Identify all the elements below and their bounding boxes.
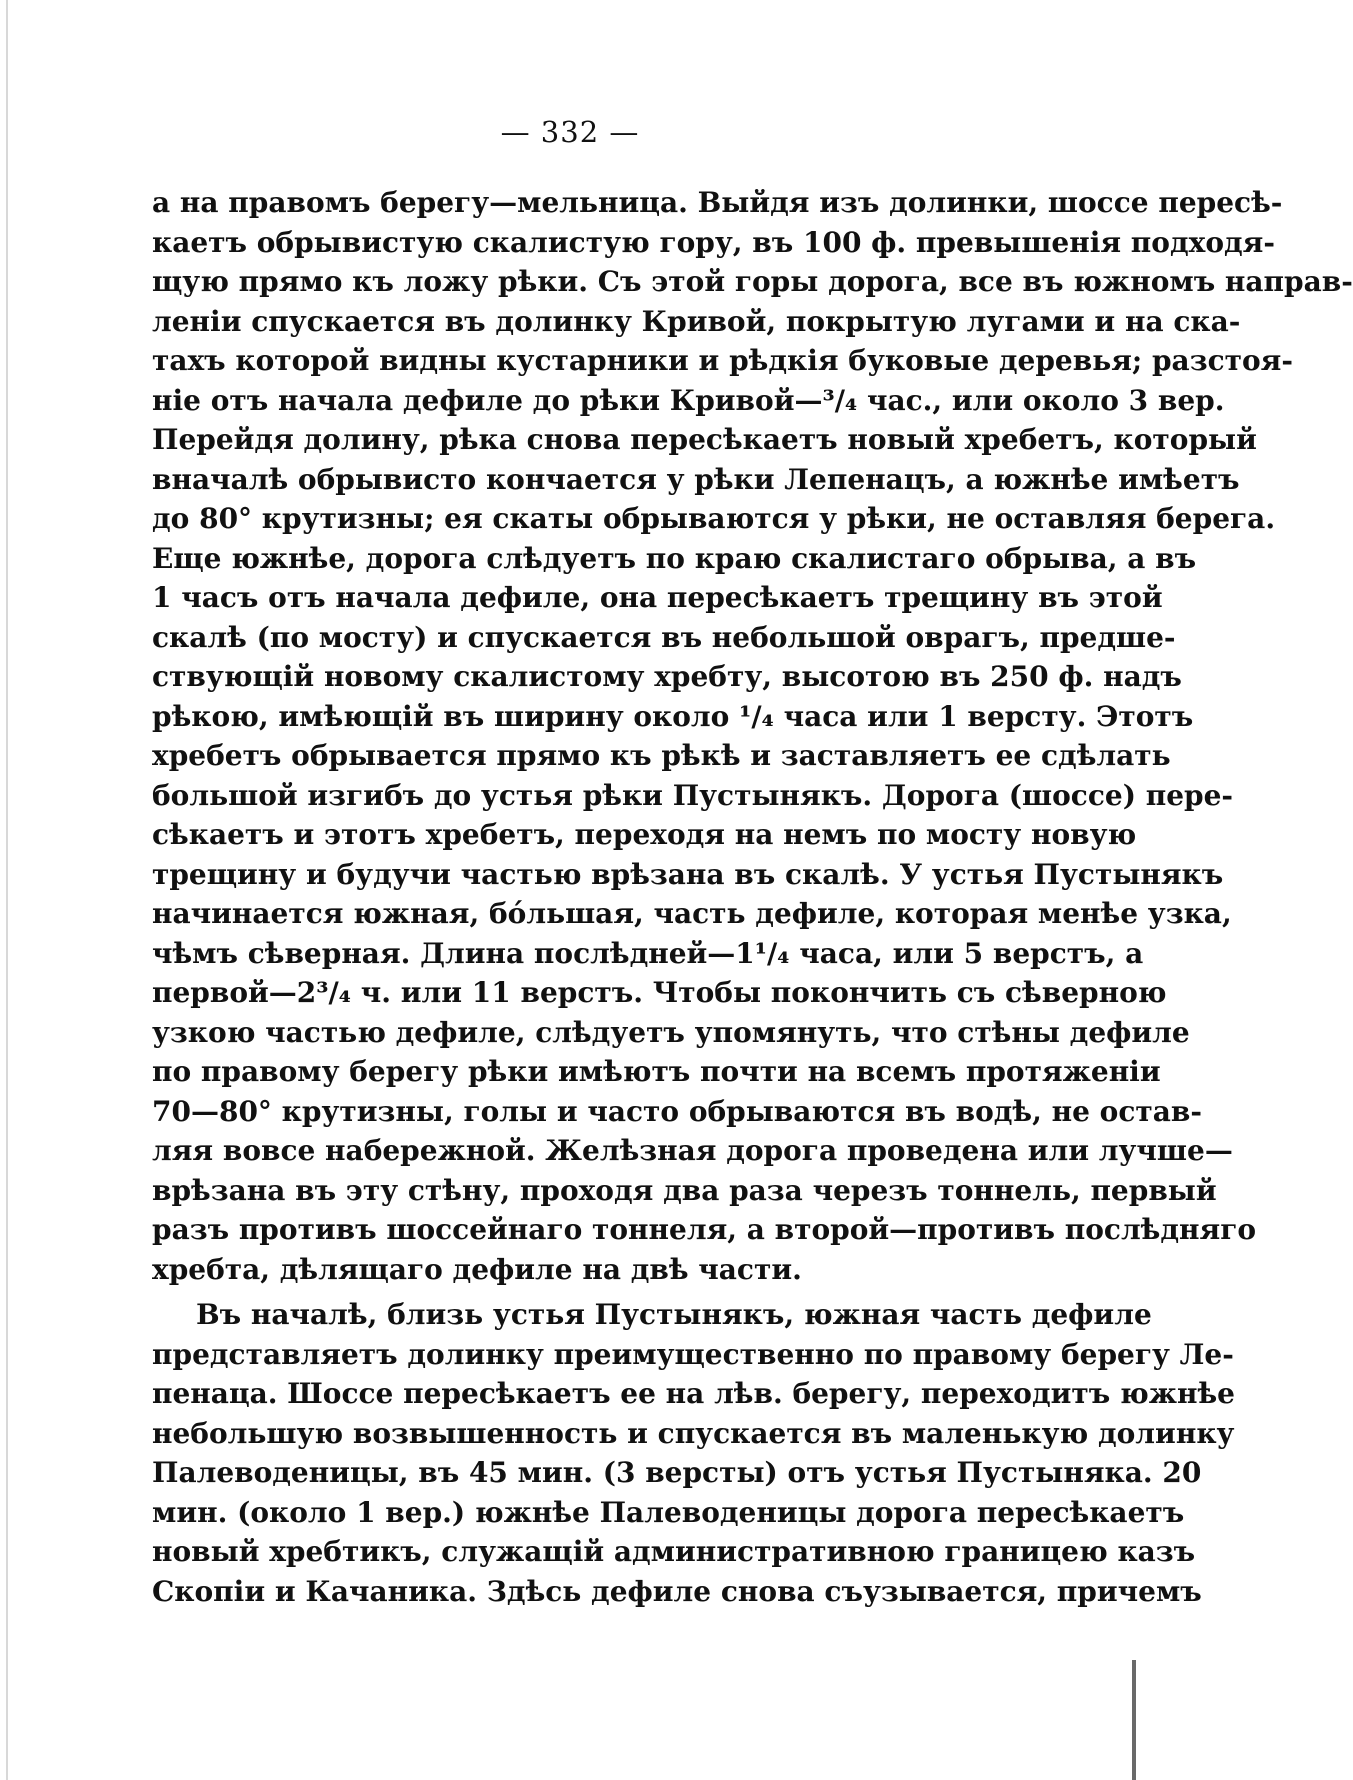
text-line: скалѣ (по мосту) и спускается въ небольшой оврагъ, предше- (152, 620, 1176, 654)
text-line: ляя вовсе набережной. Желѣзная дорога проведена или лучше— (152, 1134, 1233, 1167)
text-line: хребетъ обрывается прямо къ рѣкѣ и заставляетъ ее сдѣлать (152, 739, 1171, 772)
text-line: мин. (около 1 вер.) южнѣе Палеводеницы дорога пересѣкаетъ (152, 1495, 1185, 1529)
text-line: большой изгибъ до устья рѣки Пустынякъ. Дорога (шоссе) пере- (152, 778, 1234, 812)
text-line: 70—80° крутизны, голы и часто обрываются въ водѣ, не остав- (152, 1094, 1202, 1128)
text-line: тахъ которой видны кустарники и рѣдкія буковые деревья; разстоя- (152, 344, 1293, 377)
text-line: а на правомъ берегу—мельница. Выйдя изъ долинки, шоссе пересѣ- (152, 186, 1283, 219)
text-line: щую прямо къ ложу рѣки. Съ этой горы дорога, все въ южномъ направ- (152, 265, 1353, 298)
text-line: вначалѣ обрывисто кончается у рѣки Лепенацъ, а южнѣе имѣетъ (152, 462, 1240, 496)
text-line: хребта, дѣлящаго дефиле на двѣ части. (152, 1252, 802, 1286)
page-edge-left (6, 0, 8, 1780)
page-number: — 332 — (500, 115, 640, 149)
text-line: узкою частью дефиле, слѣдуетъ упомянуть, что стѣны дефиле (152, 1015, 1190, 1049)
text-line: Палеводеницы, въ 45 мин. (3 версты) отъ устья Пустыняка. 20 (152, 1456, 1202, 1489)
text-line: первой—2³/₄ ч. или 11 верстъ. Чтобы покончить съ сѣверною (152, 976, 1167, 1009)
text-line: Въ началѣ, близь устья Пустынякъ, южная часть дефиле (196, 1298, 1152, 1331)
page-edge-right (1132, 1660, 1136, 1780)
text-line: Перейдя долину, рѣка снова пересѣкаетъ новый хребетъ, который (152, 423, 1257, 456)
text-line: сѣкаетъ и этотъ хребетъ, переходя на немъ по мосту новую (152, 818, 1137, 851)
text-line: новый хребтикъ, служащій административною границею казъ (152, 1535, 1196, 1568)
text-line: Скопіи и Качаника. Здѣсь дефиле снова съузывается, причемъ (152, 1574, 1202, 1608)
text-line: начинается южная, бо́льшая, часть дефиле, которая менѣе узка, (152, 897, 1232, 930)
text-line: 1 часъ отъ начала дефиле, она пересѣкаетъ трещину въ этой (152, 581, 1163, 614)
text-line: пенаца. Шоссе пересѣкаетъ ее на лѣв. берегу, переходитъ южнѣе (152, 1377, 1235, 1410)
text-line: представляетъ долинку преимущественно по правому берегу Ле- (152, 1337, 1234, 1371)
text-line: по правому берегу рѣки имѣютъ почти на всемъ протяженіи (152, 1055, 1161, 1088)
paragraph (152, 183, 1353, 1289)
text-line: рѣкою, имѣющій въ ширину около ¹/₄ часа или 1 версту. Этотъ (152, 699, 1194, 733)
body-text (152, 183, 1353, 1611)
text-line: врѣзана въ эту стѣну, проходя два раза черезъ тоннель, первый (152, 1173, 1217, 1207)
text-line: чѣмъ сѣверная. Длина послѣдней—1¹/₄ часа, или 5 верстъ, а (152, 936, 1144, 970)
text-line: небольшую возвышенность и спускается въ маленькую долинку (152, 1416, 1235, 1450)
text-line: разъ противъ шоссейнаго тоннеля, а второй—противъ послѣдняго (152, 1213, 1257, 1246)
text-line: ніе отъ начала дефиле до рѣки Кривой—³/₄ час., или около 3 вер. (152, 383, 1225, 417)
text-line: Еще южнѣе, дорога слѣдуетъ по краю скалистаго обрыва, а въ (152, 541, 1197, 575)
paragraph (152, 1295, 1235, 1611)
text-line: ствующій новому скалистому хребту, высотою въ 250 ф. надъ (152, 660, 1182, 693)
text-line: каетъ обрывистую скалистую гору, въ 100 ф. превышенія подходя- (152, 225, 1275, 259)
text-line: до 80° крутизны; ея скаты обрываются у рѣки, не оставляя берега. (152, 502, 1276, 535)
text-line: леніи спускается въ долинку Кривой, покрытую лугами и на ска- (152, 304, 1241, 338)
text-line: трещину и будучи частью врѣзана въ скалѣ. У устья Пустынякъ (152, 857, 1224, 891)
